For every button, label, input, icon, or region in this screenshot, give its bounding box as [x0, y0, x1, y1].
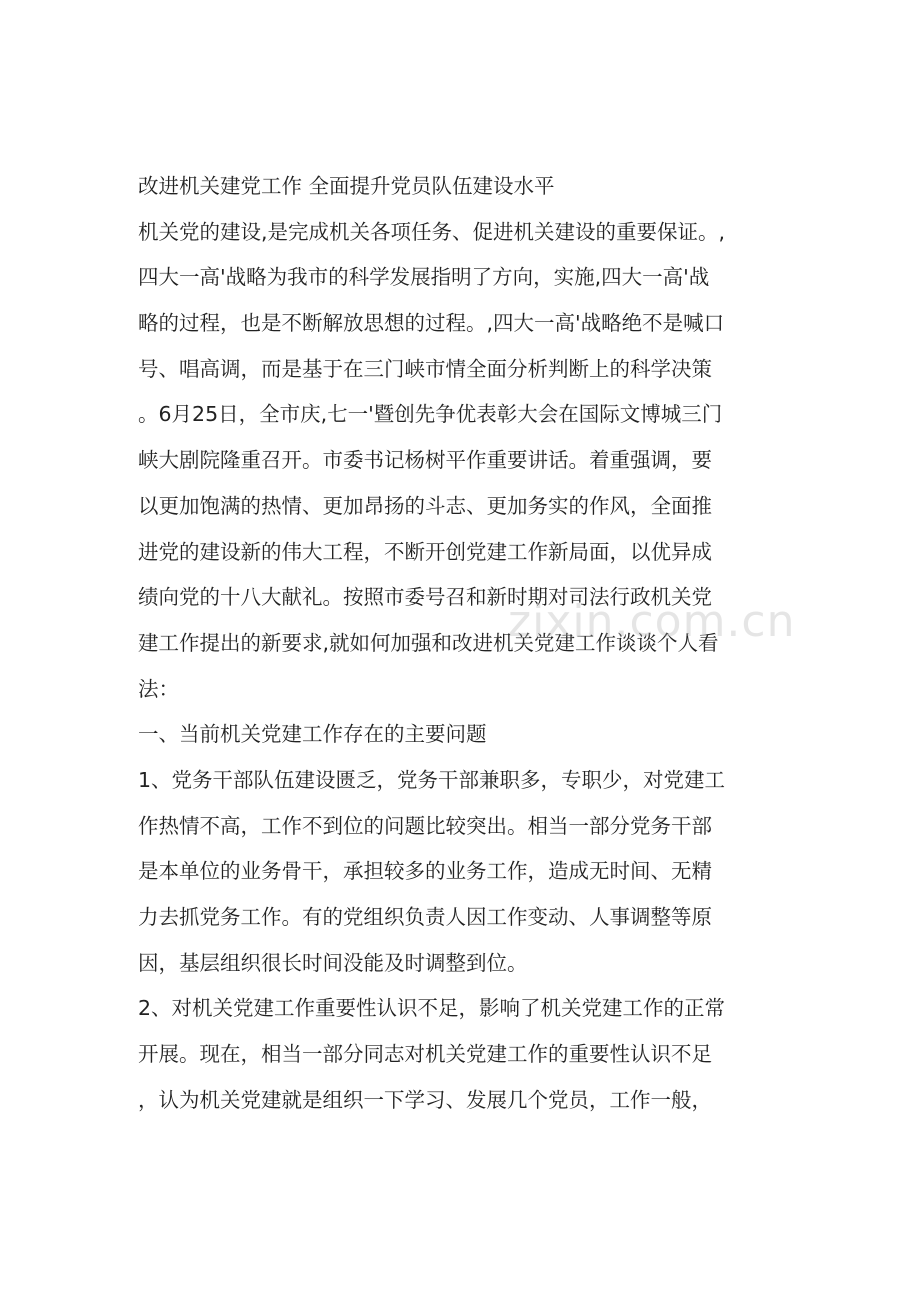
text-line: 进党的建设新的伟大工程，不断开创党建工作新局面，以优异成 — [138, 539, 712, 564]
text-line: ，认为机关党建就是组织一下学习、发展几个党员，工作一般， — [138, 1087, 712, 1112]
text-line: 号、唱高调，而是基于在三门峡市情全面分析判断上的科学决策 — [138, 356, 712, 381]
text-line: 是本单位的业务骨干，承担较多的业务工作，造成无时间、无精 — [138, 859, 712, 884]
text-line: 。6月25日，全市庆,七一'暨创先争优表彰大会在国际文博城三门 — [138, 402, 723, 427]
text-line: 峡大剧院隆重召开。市委书记杨树平作重要讲话。着重强调，要 — [138, 448, 712, 473]
text-line: 机关党的建设,是完成机关各项任务、促进机关建设的重要保证。, — [138, 219, 726, 244]
text-line: 作热情不高，工作不到位的问题比较突出。相当一部分党务干部 — [138, 813, 712, 838]
text-line: 绩向党的十八大献礼。按照市委号召和新时期对司法行政机关党 — [138, 585, 712, 610]
section-heading: 一、当前机关党建工作存在的主要问题 — [138, 722, 487, 747]
text-line: 法： — [138, 676, 179, 701]
text-line: 以更加饱满的热情、更加昂扬的斗志、更加务实的作风，全面推 — [138, 493, 712, 518]
text-line: 略的过程，也是不断解放思想的过程。,四大一高'战略绝不是喊口 — [138, 311, 725, 336]
text-line: 建工作提出的新要求,就如何加强和改进机关党建工作谈谈个人看 — [138, 630, 719, 655]
text-line: 开展。现在，相当一部分同志对机关党建工作的重要性认识不足 — [138, 1042, 712, 1067]
text-line: 因，基层组织很长时间没能及时调整到位。 — [138, 950, 528, 975]
text-line: 2、对机关党建工作重要性认识不足，影响了机关党建工作的正常 — [138, 996, 726, 1021]
watermark: zixin.com.cn — [508, 596, 796, 647]
text-line: 四大一高'战略为我市的科学发展指明了方向，实施,四大一高'战 — [138, 265, 710, 290]
text-line: 力去抓党务工作。有的党组织负责人因工作变动、人事调整等原 — [138, 905, 712, 929]
text-line: 1、党务干部队伍建设匮乏，党务干部兼职多，专职少，对党建工 — [138, 767, 726, 792]
document-title: 改进机关建党工作 全面提升党员队伍建设水平 — [138, 174, 555, 198]
